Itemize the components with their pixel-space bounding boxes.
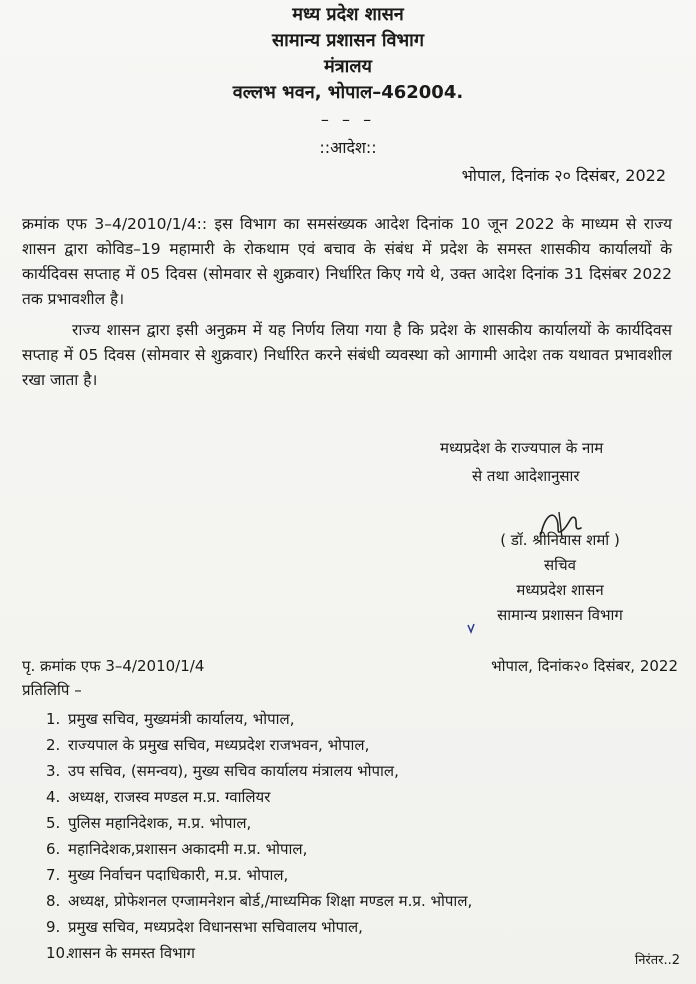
signer-designation: सचिव [544,556,576,574]
letterhead-address: वल्लभ भवन, भोपाल–462004. [232,82,464,103]
list-item: 10.शासन के समस्त विभाग [46,944,195,962]
signer-government: मध्यप्रदेश शासन [516,581,604,599]
signer-department: सामान्य प्रशासन विभाग [497,606,623,624]
list-item: 4. अध्यक्ष, राजस्व मण्डल म.प्र. ग्वालियर [46,788,271,806]
list-item: 9. प्रमुख सचिव, मध्यप्रदेश विधानसभा सचिवालय भोपाल, [46,918,363,936]
ink-mark [466,622,476,636]
authority-block [440,434,603,490]
copy-recipients-list [46,706,472,966]
list-item: 2. राज्यपाल के प्रमुख सचिव, मध्यप्रदेश राजभवन, भोपाल, [46,736,370,754]
copy-reference: पृ. क्रमांक एफ 3–4/2010/1/4 [22,657,205,675]
list-item: 3. उप सचिव, (समन्वय), मुख्य सचिव कार्यालय मंत्रालय भोपाल, [46,762,399,780]
letterhead [0,2,696,106]
order-date: भोपाल, दिनांक २० दिसंबर, 2022 [461,166,666,185]
copy-label: प्रतिलिपि – [22,681,82,699]
letterhead-ministry: मंत्रालय [323,56,372,77]
copy-date: भोपाल, दिनांक२० दिसंबर, 2022 [491,657,678,675]
continued-marker: निरंतर..2 [634,953,680,968]
order-title: ::आदेश:: [319,138,377,157]
paragraph-1: क्रमांक एफ 3–4/2010/1/4:: इस विभाग का समसंख्यक आदेश दिनांक 10 जून 2022 के माध्यम से राज्य शासन द्वारा कोविड–19 महामारी के रोकथाम एवं बचाव के संबंध में प्रदेश के समस्त शासकीय कार्यालयों के कार्यदिवस सप्ताह में 05 दिवस (सोमवार से शुक्रवार) निर्धारित किए गये थे, उक्त आदेश दिनांक 31 दिसंबर 2022 तक प्रभावशील है। [22,215,672,308]
list-item: 8. अध्यक्ष, प्रोफेशनल एग्जामनेशन बोर्ड,/माध्यमिक शिक्षा मण्डल म.प्र. भोपाल, [46,892,473,910]
letterhead-department: सामान्य प्रशासन विभाग [272,30,424,51]
authority-line-1: मध्यप्रदेश के राज्यपाल के नाम [440,439,604,457]
paragraph-2: राज्य शासन द्वारा इसी अनुक्रम में यह निर्णय लिया गया है कि प्रदेश के शासकीय कार्यालयों के कार्यदिवस सप्ताह में 05 दिवस (सोमवार से शुक्रवार) निर्धारित करने संबंधी व्यवस्था को आगामी आदेश तक यथावत प्रभावशील रखा जाता है। [22,321,672,389]
list-item: 7. मुख्य निर्वाचन पदाधिकारी, म.प्र. भोपाल, [46,866,289,884]
signer-block [465,528,655,628]
list-item: 6. महानिदेशक,प्रशासन अकादमी म.प्र. भोपाल, [46,840,308,858]
authority-line-2: से तथा आदेशानुसार [472,467,580,485]
list-item: 1. प्रमुख सचिव, मुख्यमंत्री कार्यालय, भोपाल, [46,710,295,728]
signer-name: ( डॉ. श्रीनिवास शर्मा ) [500,531,620,549]
separator: – – – [320,110,376,129]
letterhead-government: मध्य प्रदेश शासन [292,4,404,25]
list-item: 5. पुलिस महानिदेशक, म.प्र. भोपाल, [46,814,252,832]
